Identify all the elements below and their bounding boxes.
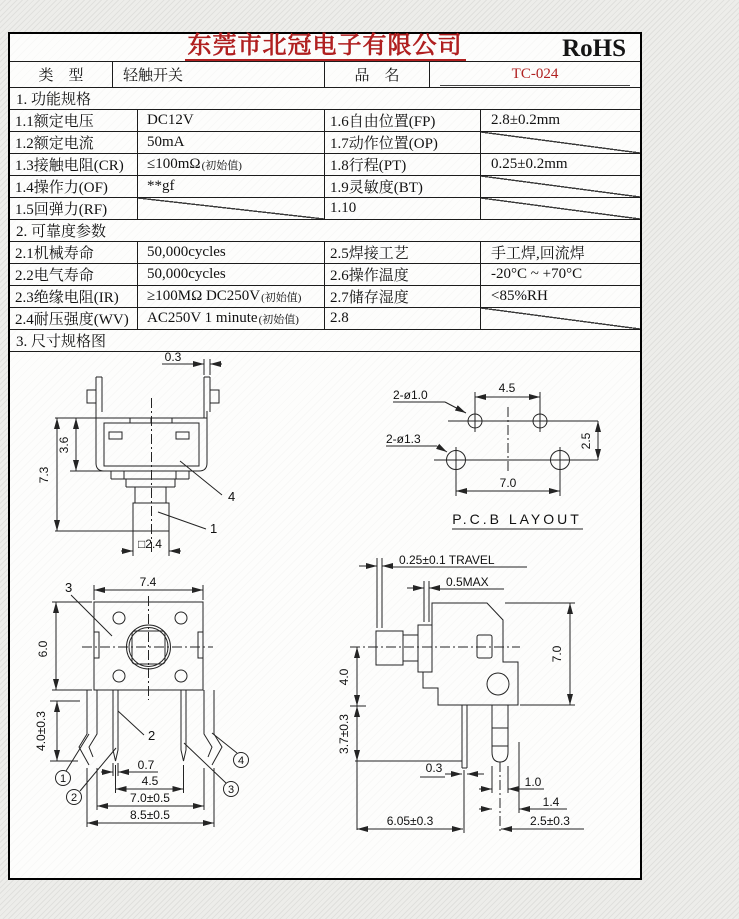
dimension-diagram <box>10 352 640 878</box>
name-label: 品 名 <box>325 62 430 87</box>
front-view-outline <box>87 377 219 531</box>
side-dim-pin-thickness: 0.3 <box>425 761 443 775</box>
spec-label: 1.2额定电流 <box>10 132 138 153</box>
side-view-dim-lines <box>350 558 584 833</box>
spec-label: 2.2电气寿命 <box>10 264 138 285</box>
spec-label: 1.5回弹力(RF) <box>10 198 138 219</box>
front-view <box>37 352 235 556</box>
pin-number-3: 3 <box>227 784 235 796</box>
spec-row <box>10 242 640 264</box>
side-dim-row-pitch: 2.5±0.3 <box>530 814 570 828</box>
spec-value: ≤100mΩ (初始值) <box>138 154 325 175</box>
spec-label: 2.7储存湿度 <box>325 286 481 307</box>
side-dim-max: 0.5MAX <box>446 575 489 589</box>
top-dim-pin-pitch: 4.5 <box>141 774 159 788</box>
spec-label: 1.9灵敏度(BT) <box>325 176 481 197</box>
pcb-holes <box>434 410 598 473</box>
spec-value: **gf <box>138 176 325 197</box>
section3-title: 3. 尺寸规格图 <box>10 330 640 352</box>
front-dim-top: 0.3 <box>164 352 182 364</box>
side-dim-lower: 3.7±0.3 <box>337 714 351 754</box>
front-view-dim-lines <box>55 359 222 556</box>
side-dim-upper: 4.0 <box>337 668 351 686</box>
spec-value: ≥100MΩ DC250V (初始值) <box>138 286 325 307</box>
empty-cell <box>481 132 640 153</box>
spec-value: AC250V 1 minute (初始值) <box>138 308 325 329</box>
empty-cell <box>481 308 640 329</box>
pcb-dim-bottom-pitch: 7.0 <box>499 476 517 490</box>
spec-label: 2.3绝缘电阻(IR) <box>10 286 138 307</box>
type-value: 轻触开关 <box>113 62 325 87</box>
pin-number-2: 2 <box>70 792 78 804</box>
section1-title: 1. 功能规格 <box>10 88 640 110</box>
spec-value: 50mA <box>138 132 325 153</box>
type-label: 类 型 <box>10 62 113 87</box>
pcb-large-holes-label: 2-ø1.3 <box>386 432 421 446</box>
front-dim-stem: □2.4 <box>138 537 162 551</box>
side-dim-height: 7.0 <box>550 645 564 663</box>
spec-value: 手工焊,回流焊 <box>491 246 585 262</box>
spec-row <box>10 154 640 176</box>
spec-value: DC12V <box>138 110 325 131</box>
side-view <box>337 553 584 833</box>
spec-label: 2.6操作温度 <box>325 264 481 285</box>
top-part-pin-label: 2 <box>148 728 156 743</box>
spec-label: 1.1额定电压 <box>10 110 138 131</box>
pcb-caption: P.C.B LAYOUT <box>452 511 582 527</box>
spec-label: 2.8 <box>325 308 481 329</box>
top-view <box>34 575 249 827</box>
pcb-layout <box>386 381 598 529</box>
top-dim-pin-width: 0.7 <box>137 758 155 772</box>
initial-value-note: (初始值) <box>201 159 242 172</box>
spec-label: 1.8行程(PT) <box>325 154 481 175</box>
spec-value: 50,000cycles <box>138 264 325 285</box>
spec-row <box>10 264 640 286</box>
top-dim-leg: 4.0±0.3 <box>34 711 48 751</box>
spec-label: 2.5焊接工艺 <box>325 242 481 263</box>
front-part-stem-label: 1 <box>210 521 218 536</box>
spec-row <box>10 176 640 198</box>
side-dim-pin-offset: 1.4 <box>542 795 560 809</box>
pcb-dim-top-pitch: 4.5 <box>498 381 516 395</box>
name-value-cell <box>430 62 640 87</box>
side-dim-travel: 0.25±0.1 TRAVEL <box>399 553 495 567</box>
top-dim-leg-pitch: 7.0±0.5 <box>130 791 170 805</box>
spec-row <box>10 286 640 308</box>
spec-row <box>10 132 640 154</box>
side-dim-pin-width: 1.0 <box>524 775 542 789</box>
pin-number-1: 1 <box>59 773 67 785</box>
spec-row <box>10 110 640 132</box>
header-row <box>10 34 640 62</box>
spec-value: 0.25±0.2mm <box>491 156 568 172</box>
empty-cell <box>481 198 640 219</box>
spec-row <box>10 198 640 220</box>
empty-cell <box>138 198 325 219</box>
top-dim-total-width: 8.5±0.5 <box>130 808 170 822</box>
top-view-centerlines <box>82 596 213 700</box>
spec-label: 1.6自由位置(FP) <box>325 110 481 131</box>
front-dim-total-height: 7.3 <box>37 466 51 484</box>
spec-value: -20°C ~ +70°C <box>491 266 583 282</box>
datasheet-page <box>8 32 642 880</box>
spec-value: 2.8±0.2mm <box>491 112 561 128</box>
initial-value-note: (初始值) <box>258 313 299 326</box>
side-view-centerline <box>350 647 520 831</box>
side-dim-body-width: 6.05±0.3 <box>386 814 434 828</box>
top-dim-width: 7.4 <box>139 575 157 589</box>
section2-title: 2. 可靠度参数 <box>10 220 640 242</box>
top-part-body-label: 3 <box>65 580 73 595</box>
top-dim-height: 6.0 <box>36 640 50 658</box>
spec-label: 2.1机械寿命 <box>10 242 138 263</box>
initial-value-note: (初始值) <box>261 291 302 304</box>
spec-label: 1.10 <box>325 198 481 219</box>
spec-value: <85%RH <box>491 288 548 304</box>
spec-label: 2.4耐压强度(WV) <box>10 308 138 329</box>
spec-row <box>10 308 640 330</box>
front-part-cover-label: 4 <box>228 489 236 504</box>
part-number: TC-024 <box>440 64 630 86</box>
rohs-mark: RoHS <box>562 35 626 62</box>
spec-label: 1.7动作位置(OP) <box>325 132 481 153</box>
side-view-outline <box>355 603 518 768</box>
spec-label: 1.3接触电阻(CR) <box>10 154 138 175</box>
spec-label: 1.4操作力(OF) <box>10 176 138 197</box>
spec-value: 50,000cycles <box>138 242 325 263</box>
pcb-small-holes-label: 2-ø1.0 <box>393 388 428 402</box>
pcb-dim-row-pitch: 2.5 <box>579 432 593 450</box>
front-dim-body-height: 3.6 <box>57 436 71 454</box>
company-title: 东莞市北冠电子有限公司 <box>185 34 466 61</box>
dimension-drawings <box>10 352 640 878</box>
product-row <box>10 62 640 88</box>
pin-number-4: 4 <box>237 755 245 767</box>
empty-cell <box>481 176 640 197</box>
